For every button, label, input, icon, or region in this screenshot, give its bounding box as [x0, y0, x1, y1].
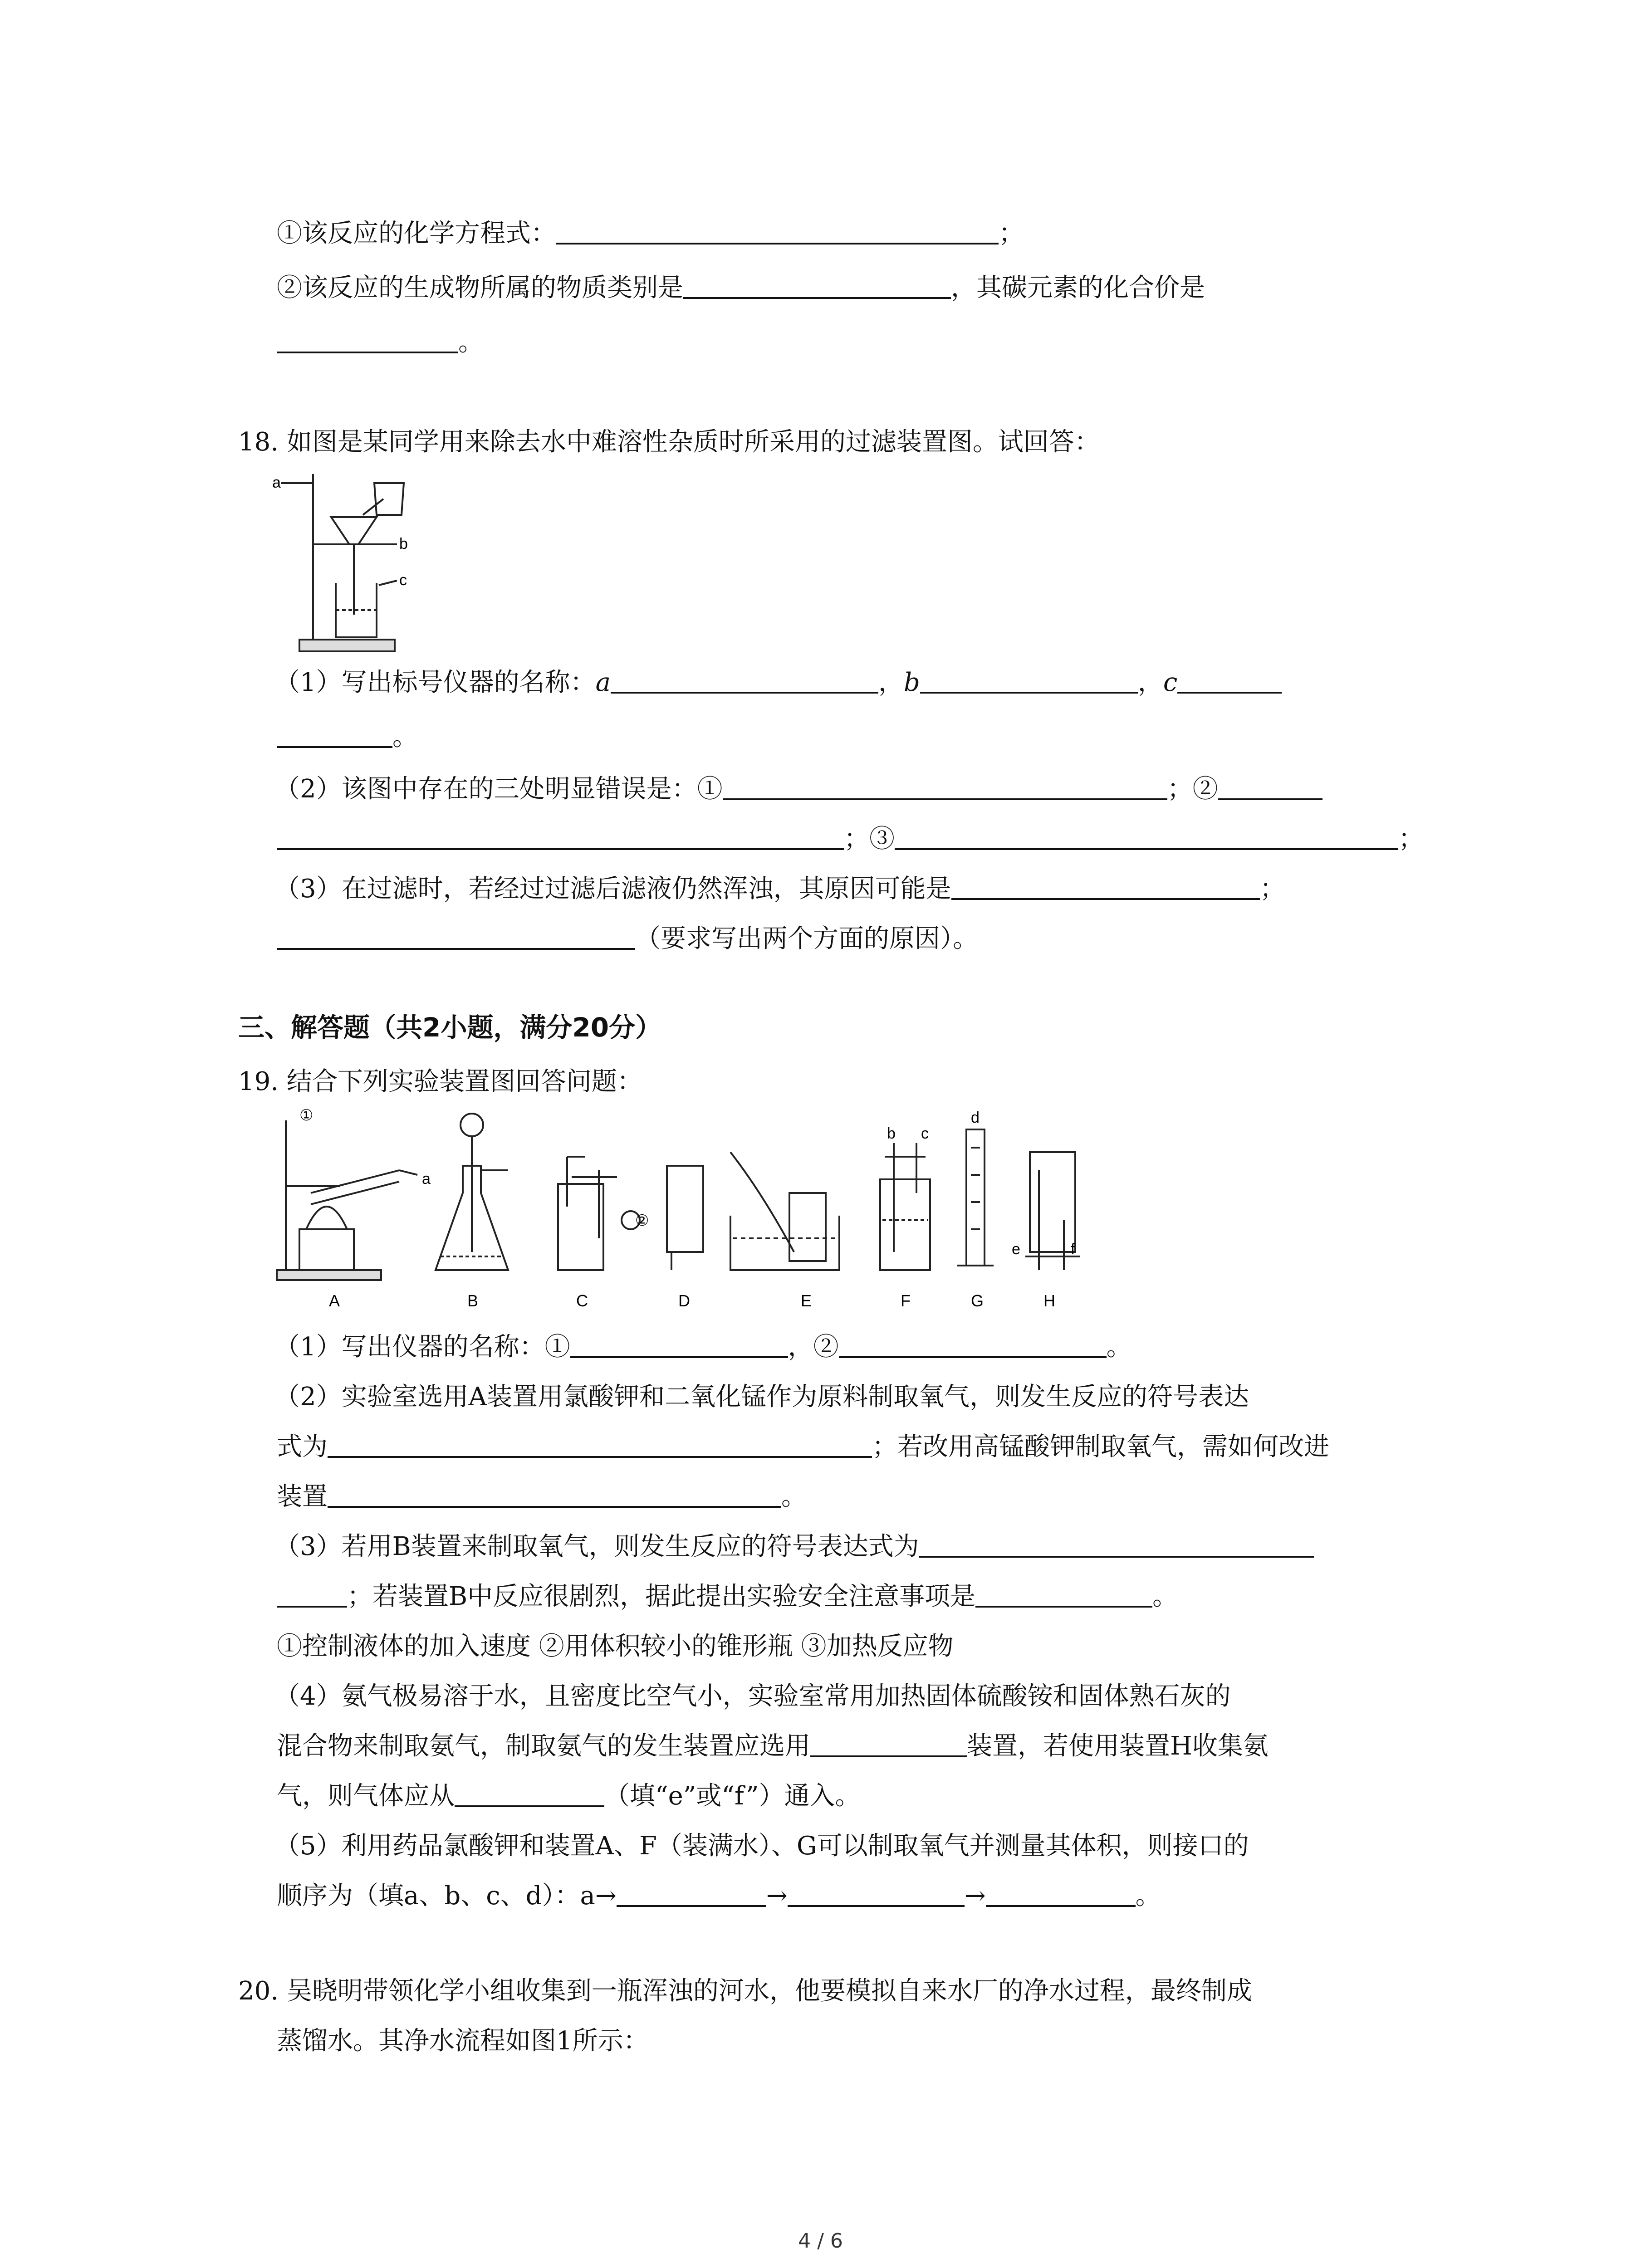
q18-part2-cont: ；③ ； [277, 821, 1424, 857]
answer-blank[interactable] [611, 665, 878, 694]
q19-part3-line3: ①控制液体的加入速度 ②用体积较小的锥形瓶 ③加热反应物 [277, 1632, 954, 1661]
fig-letter-g: G [971, 1291, 984, 1310]
answer-blank[interactable] [986, 1878, 1136, 1907]
fig-letter-f: F [901, 1291, 911, 1310]
fig-letter-c: C [576, 1291, 588, 1310]
answer-blank[interactable] [277, 921, 635, 950]
q19-part4-line1: （4）氨气极易溶于水，且密度比空气小，实验室常用加热固体硫酸铵和固体熟石灰的 [274, 1681, 1231, 1711]
answer-blank[interactable] [556, 215, 999, 244]
q17-line2: ②该反应的生成物所属的物质类别是 ，其碳元素的化合价是 [277, 270, 1205, 306]
fig-letter-b: B [467, 1291, 479, 1310]
answer-blank[interactable] [1218, 771, 1323, 800]
q18-part3-cont: （要求写出两个方面的原因）。 [277, 921, 978, 957]
answer-blank[interactable] [920, 665, 1138, 694]
fig-letter-e: E [801, 1291, 812, 1310]
fig-letter-d: D [678, 1291, 690, 1310]
answer-blank[interactable] [277, 719, 392, 748]
q18-part2: （2）该图中存在的三处明显错误是：① ；② [274, 771, 1323, 807]
answer-blank[interactable] [788, 1878, 965, 1907]
q19-part3-line1: （3）若用B装置来制取氧气，则发生反应的符号表达式为 [274, 1529, 1314, 1565]
q19-part1: （1）写出仪器的名称：① ，② 。 [274, 1329, 1132, 1365]
answer-blank[interactable] [455, 1778, 604, 1807]
mark-f: f [1071, 1241, 1075, 1258]
mark-c: c [921, 1125, 929, 1142]
q20-line1: 20. 吴晓明带领化学小组收集到一瓶浑浊的河水，他要模拟自来水厂的净水过程，最终制成 [238, 1976, 1252, 2006]
answer-blank[interactable] [895, 821, 1398, 850]
answer-blank[interactable] [810, 1728, 967, 1757]
mark-a: a [422, 1170, 431, 1188]
answer-blank[interactable] [617, 1878, 766, 1907]
q19-part4-line2: 混合物来制取氨气，制取氨气的发生装置应选用 装置，若使用装置H收集氨 [277, 1728, 1269, 1765]
q18-part3: （3）在过滤时，若经过过滤后滤液仍然浑浊，其原因可能是 ； [274, 871, 1285, 907]
answer-blank[interactable] [839, 1329, 1107, 1358]
mark-d: d [971, 1109, 980, 1126]
q19-part5-line1: （5）利用药品氯酸钾和装置A、F（装满水）、G可以制取氧气并测量其体积，则接口的 [274, 1831, 1249, 1861]
mark-b: b [887, 1125, 896, 1142]
fig-letter-h: H [1043, 1291, 1055, 1310]
answer-blank[interactable] [277, 821, 844, 850]
mark-e: e [1012, 1241, 1020, 1258]
q19-part2-line2: 式为 ；若改用高锰酸钾制取氧气，需如何改进 [277, 1429, 1329, 1465]
q19-part2-line3: 装置 。 [277, 1479, 807, 1515]
answer-blank[interactable] [951, 871, 1260, 900]
label-b: b [399, 535, 408, 552]
label-a: a [272, 474, 281, 491]
q19-part2-line1: （2）实验室选用A装置用氯酸钾和二氧化锰作为原料制取氧气，则发生反应的符号表达 [274, 1382, 1249, 1412]
q18-part1-cont: 。 [277, 719, 418, 755]
q17-line1: ①该反应的化学方程式： ； [277, 215, 1024, 252]
answer-blank[interactable] [277, 324, 458, 353]
fig-letter-a: A [329, 1291, 340, 1310]
answer-blank[interactable] [328, 1479, 781, 1508]
answer-blank[interactable] [1177, 665, 1282, 694]
answer-blank[interactable] [570, 1329, 788, 1358]
mark-1: ① [299, 1107, 314, 1124]
answer-blank[interactable] [328, 1429, 872, 1458]
answer-blank[interactable] [975, 1579, 1152, 1608]
section-heading: 三、解答题（共2小题，满分20分） [238, 1012, 662, 1043]
label-c: c [399, 572, 407, 589]
q17-line3: 。 [277, 324, 484, 361]
filtration-apparatus-figure [272, 465, 417, 657]
q18-part1: （1）写出标号仪器的名称：a ，b ，c [274, 665, 1282, 701]
answer-blank[interactable] [723, 771, 1167, 800]
q18-stem: 18. 如图是某同学用来除去水中难溶性杂质时所采用的过滤装置图。试回答： [238, 427, 1100, 457]
q19-part3-line2: ；若装置B中反应很剧烈，据此提出实验安全注意事项是 。 [277, 1579, 1178, 1615]
q19-part5-line2: 顺序为（填a、b、c、d）：a→ → → 。 [277, 1878, 1161, 1914]
lab-apparatus-figure [272, 1102, 1107, 1317]
q19-stem: 19. 结合下列实验装置图回答问题： [238, 1067, 642, 1096]
q19-part4-line3: 气，则气体应从 （填“e”或“f”）通入。 [277, 1778, 861, 1814]
answer-blank[interactable] [683, 270, 951, 299]
answer-blank[interactable] [277, 1579, 347, 1608]
page-number: 4 / 6 [798, 2229, 843, 2253]
q20-line2: 蒸馏水。其净水流程如图1所示： [277, 2026, 649, 2056]
mark-2: ② [635, 1212, 649, 1229]
answer-blank[interactable] [919, 1529, 1314, 1558]
